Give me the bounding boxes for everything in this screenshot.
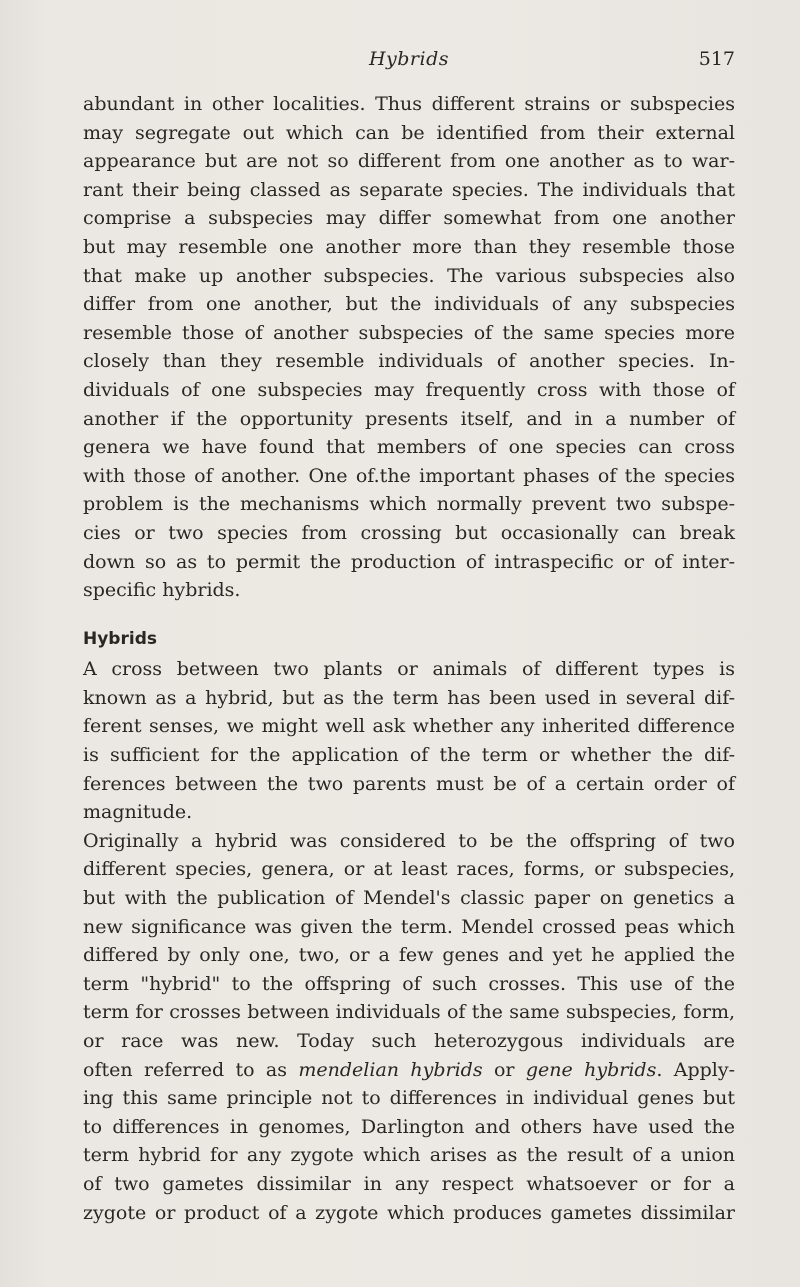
section-heading: Hybrids	[83, 628, 157, 649]
text-line: dividuals of one subspecies may frequently cross with those of	[83, 378, 735, 401]
text-line: down so as to permit the production of intraspecific or of inter-	[83, 550, 735, 573]
text-line: or race was new. Today such heterozygous individuals are	[83, 1030, 735, 1052]
text-line: problem is the mechanisms which normally prevent two subspe-	[83, 493, 735, 516]
text-line: new significance was given the term. Mendel crossed peas which	[83, 915, 735, 938]
italic-term: mendelian hybrids	[298, 1058, 483, 1081]
text-line: ferent senses, we might well ask whether any inherited difference	[83, 715, 735, 738]
text-line: term hybrid for any zygote which arises as the result of a union	[83, 1144, 735, 1167]
text-line: known as a hybrid, but as the term has been used in several dif-	[83, 686, 735, 709]
text-line: Originally a hybrid was considered to be the offspring of two	[83, 829, 735, 852]
text-line: different species, genera, or at least races, forms, or subspecies,	[83, 858, 735, 881]
text-line: of two gametes dissimilar in any respect whatsoever or for a	[83, 1172, 735, 1195]
text-line: appearance but are not so different from one another as to war-	[83, 150, 735, 173]
text-line: magnitude.	[83, 801, 193, 824]
page-number: 517	[698, 48, 735, 70]
text-line: with those of another. One of.the important phases of the species	[83, 464, 735, 487]
text-line: but with the publication of Mendel's classic paper on genetics a	[83, 887, 735, 910]
text-run: or	[482, 1058, 526, 1081]
text-line: may segregate out which can be identified from their external	[83, 121, 735, 144]
text-line: rant their being classed as separate species. The individuals that	[83, 178, 735, 201]
paragraph-continued	[83, 90, 735, 605]
paragraph	[83, 827, 735, 1227]
running-head	[83, 48, 735, 78]
italic-term: gene hybrids	[525, 1058, 657, 1081]
text-line: genera we have found that members of one species can cross	[83, 436, 735, 459]
body-text	[83, 90, 735, 1227]
text-line: resemble those of another subspecies of the same species more	[83, 321, 735, 344]
text-line: ing this same principle not to differences in individual genes but	[83, 1087, 735, 1110]
paragraph	[83, 655, 735, 827]
text-line: zygote or product of a zygote which produces gametes dissimilar	[83, 1201, 735, 1224]
text-line: but may resemble one another more than they resemble those	[83, 235, 735, 258]
text-line: term "hybrid" to the offspring of such crosses. This use of the	[83, 972, 735, 995]
text-line: differed by only one, two, or a few genes and yet he applied the	[83, 944, 735, 967]
text-line: another if the opportunity presents itself, and in a number of	[83, 407, 735, 430]
text-line: term for crosses between individuals of the same subspecies, form,	[83, 1001, 735, 1024]
text-line: specific hybrids.	[83, 579, 241, 602]
text-line-with-italics	[83, 1056, 735, 1085]
text-line: cies or two species from crossing but occasionally can break	[83, 521, 735, 544]
text-line: abundant in other localities. Thus different strains or subspecies	[83, 93, 735, 115]
text-line: ferences between the two parents must be of a certain order of	[83, 772, 735, 795]
text-line: comprise a subspecies may differ somewhat from one another	[83, 207, 735, 230]
text-line: closely than they resemble individuals of another species. In-	[83, 350, 735, 373]
text-line: differ from one another, but the individuals of any subspecies	[83, 293, 735, 316]
text-line: that make up another subspecies. The various subspecies also	[83, 264, 735, 287]
text-run: often referred to as	[83, 1058, 299, 1081]
text-run: . Apply-	[656, 1058, 736, 1081]
text-line: to differences in genomes, Darlington and others have used the	[83, 1115, 735, 1138]
text-line: is sufficient for the application of the term or whether the dif-	[83, 744, 735, 767]
text-line: A cross between two plants or animals of different types is	[83, 658, 735, 681]
running-title: Hybrids	[368, 48, 450, 70]
